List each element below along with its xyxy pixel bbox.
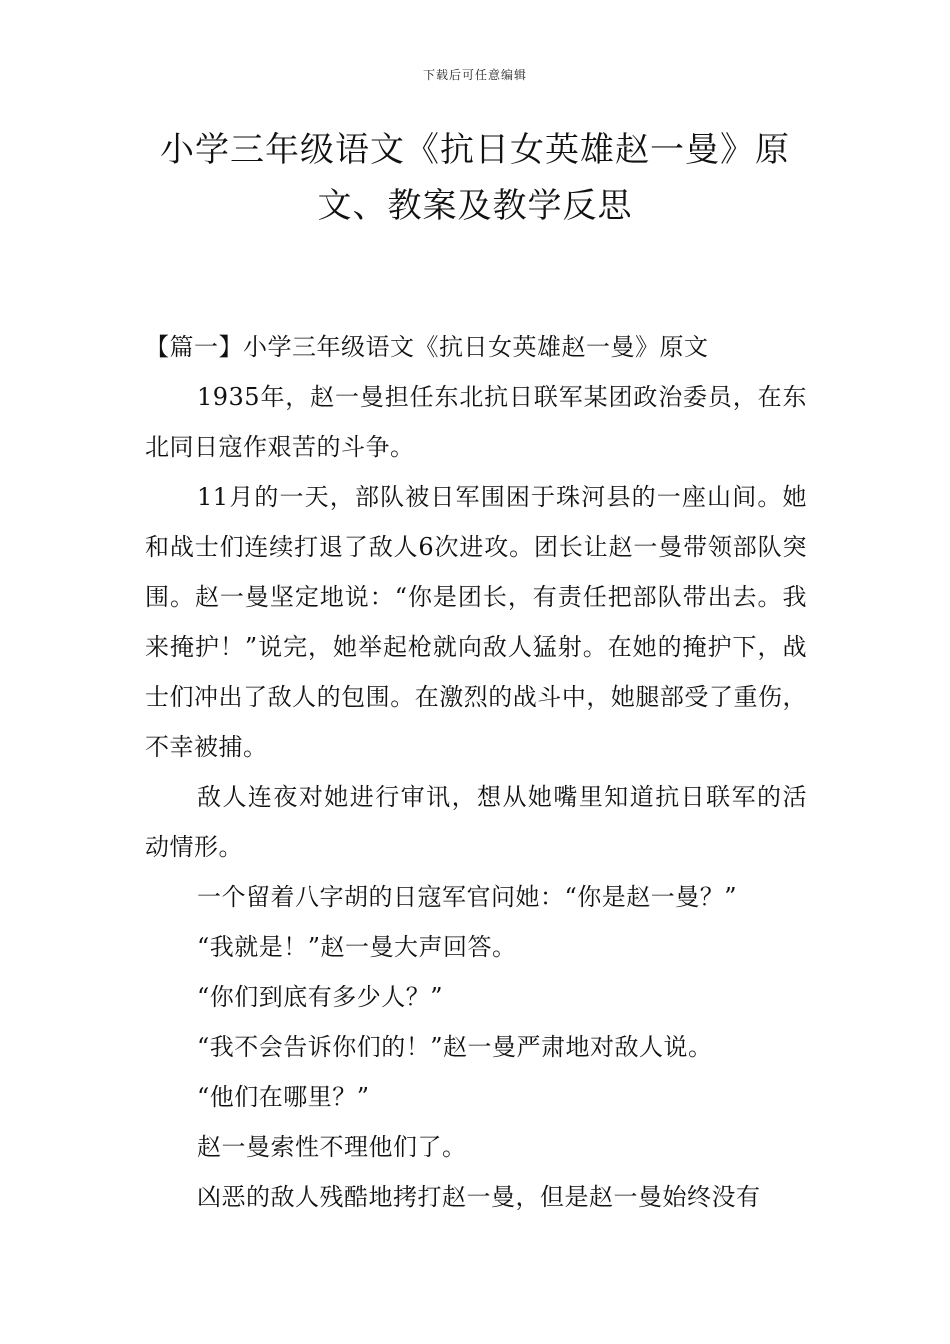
document-body bbox=[145, 322, 807, 1222]
paragraph: “你们到底有多少人？” bbox=[197, 983, 444, 1011]
header-note: 下载后可任意编辑 bbox=[422, 68, 527, 82]
paragraph: “我不会告诉你们的！”赵一曼严肃地对敌人说。 bbox=[197, 1033, 713, 1061]
paragraph: 1935年，赵一曼担任东北抗日联军某团政治委员，在东北同日寇作艰苦的斗争。 bbox=[145, 383, 807, 461]
paragraph: 11月的一天，部队被日军围困于珠河县的一座山间。她和战士们连续打退了敌人6次进攻。团长让赵一曼带领部队突围。赵一曼坚定地说：“你是团长，有责任把部队带出去。我来掩护！”说完，她举起枪就向敌人猛射。在她的掩护下，战士们冲出了敌人的包围。在激烈的战斗中，她腿部受了重伤，不幸被捕。 bbox=[145, 483, 807, 761]
title-line-2: 文、教案及教学反思 bbox=[317, 186, 633, 226]
paragraph: 凶恶的敌人残酷地拷打赵一曼，但是赵一曼始终没有 bbox=[197, 1183, 761, 1211]
section-heading: 【篇一】小学三年级语文《抗日女英雄赵一曼》原文 bbox=[145, 333, 709, 361]
document-title bbox=[145, 122, 805, 234]
title-line-1: 小学三年级语文《抗日女英雄赵一曼》原 bbox=[160, 130, 790, 170]
paragraph: “我就是！”赵一曼大声回答。 bbox=[197, 933, 517, 961]
paragraph: 一个留着八字胡的日寇军官问她：“你是赵一曼？” bbox=[197, 883, 738, 911]
paragraph: 赵一曼索性不理他们了。 bbox=[197, 1133, 467, 1161]
paragraph: 敌人连夜对她进行审讯，想从她嘴里知道抗日联军的活动情形。 bbox=[145, 783, 807, 861]
paragraph: “他们在哪里？” bbox=[197, 1083, 370, 1111]
